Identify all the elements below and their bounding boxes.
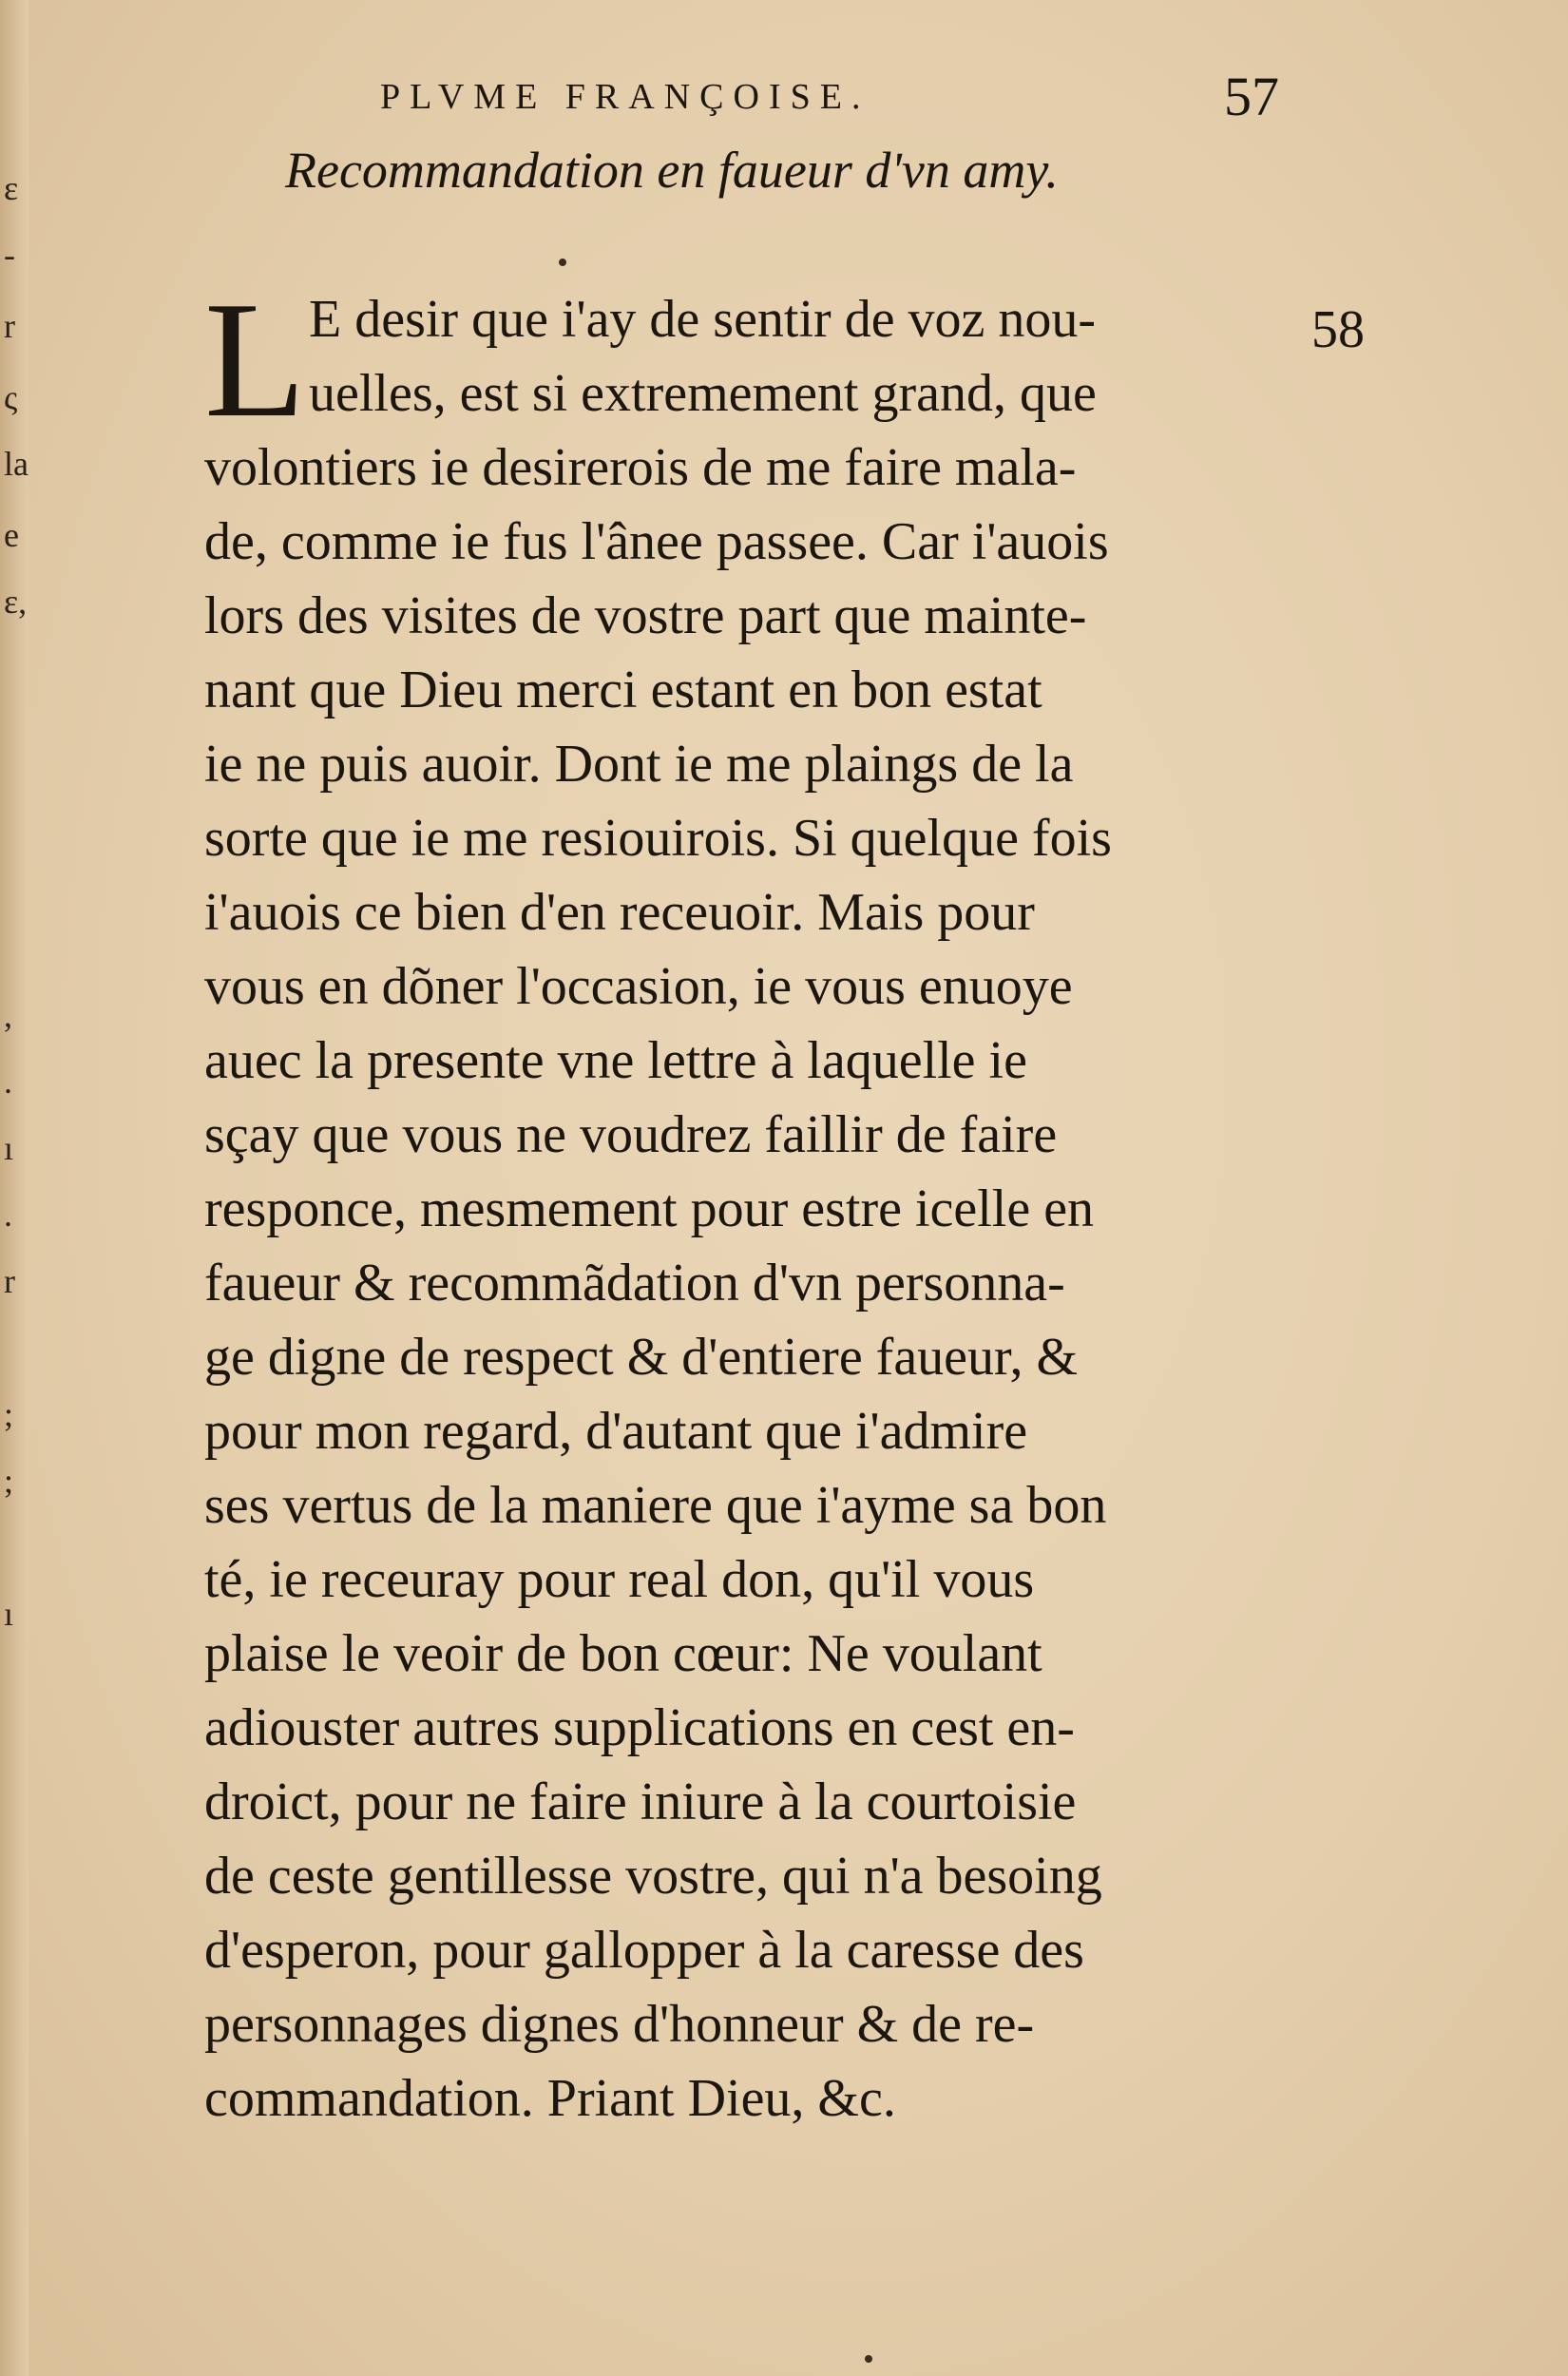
letter-title: Recommandation en faueur d'vn amy. [285, 142, 1059, 199]
margin-note-number: 58 [1311, 300, 1365, 359]
text-line: ge digne de respect & d'entiere faueur, & [204, 1328, 1078, 1387]
edge-fragment: ɛ [4, 169, 19, 207]
ink-speck [865, 2355, 872, 2363]
drop-cap: L [204, 267, 306, 451]
text-line: té, ie receuray pour real don, qu'il vous [204, 1550, 1035, 1609]
edge-fragment: , [4, 996, 12, 1034]
text-line: responce, mesmement pour estre icelle en [204, 1179, 1095, 1238]
edge-fragment: ; [4, 1462, 14, 1500]
running-head: PLVME FRANÇOISE. [380, 77, 870, 117]
edge-fragment: ; [4, 1395, 14, 1433]
text-line: i'auois ce bien d'en receuoir. Mais pour [204, 883, 1035, 942]
ink-speck [559, 259, 566, 266]
page-number: 57 [1224, 66, 1279, 127]
text-line: pour mon regard, d'autant que i'admire [204, 1402, 1028, 1461]
edge-fragment: ı [4, 1595, 14, 1633]
text-line: vous en dõner l'occasion, ie vous enuoye [204, 957, 1073, 1016]
text-line: lors des visites de vostre part que mainte- [204, 586, 1087, 645]
text-line: adiouster autres supplications en cest en- [204, 1698, 1075, 1757]
text-line: E desir que i'ay de sentir de voz nou- [309, 290, 1097, 349]
text-line: personnages dignes d'honneur & de re- [204, 1995, 1035, 2054]
text-line: de, comme ie fus l'ânee passee. Car i'auois [204, 512, 1109, 571]
text-line: d'esperon, pour gallopper à la caresse des [204, 1921, 1084, 1980]
text-line: ie ne puis auoir. Dont ie me plaings de la [204, 735, 1074, 794]
edge-fragment: - [4, 236, 15, 274]
text-line: ses vertus de la maniere que i'ayme sa bon [204, 1476, 1107, 1535]
edge-fragment: . [4, 1196, 12, 1234]
text-line: plaise le veoir de bon cœur: Ne voulant [204, 1624, 1042, 1683]
text-line: uelles, est si extremement grand, que [309, 364, 1097, 423]
edge-fragment: . [4, 1063, 12, 1101]
edge-fragment: r [4, 1262, 15, 1300]
text-line: sorte que ie me resiouirois. Si quelque fois [204, 809, 1112, 868]
text-line: volontiers ie desirerois de me faire mala- [204, 438, 1077, 497]
edge-fragment: r [4, 307, 15, 345]
text-line: commandation. Priant Dieu, &c. [204, 2069, 896, 2128]
edge-fragment: ς [4, 378, 18, 416]
edge-fragment: e [4, 516, 19, 554]
text-line: droict, pour ne faire iniure à la courtoisie [204, 1772, 1077, 1831]
facing-page-edge [0, 0, 29, 2376]
text-line: nant que Dieu merci estant en bon estat [204, 661, 1042, 719]
edge-fragment: ı [4, 1129, 14, 1167]
edge-fragment: ɛ, [4, 583, 28, 621]
text-line: faueur & recommãdation d'vn personna- [204, 1254, 1065, 1313]
text-line: de ceste gentillesse vostre, qui n'a besoing [204, 1847, 1102, 1906]
text-line: sçay que vous ne voudrez faillir de faire [204, 1105, 1058, 1164]
text-line: auec la presente vne lettre à laquelle ie [204, 1031, 1027, 1090]
edge-fragment: la [4, 445, 29, 483]
